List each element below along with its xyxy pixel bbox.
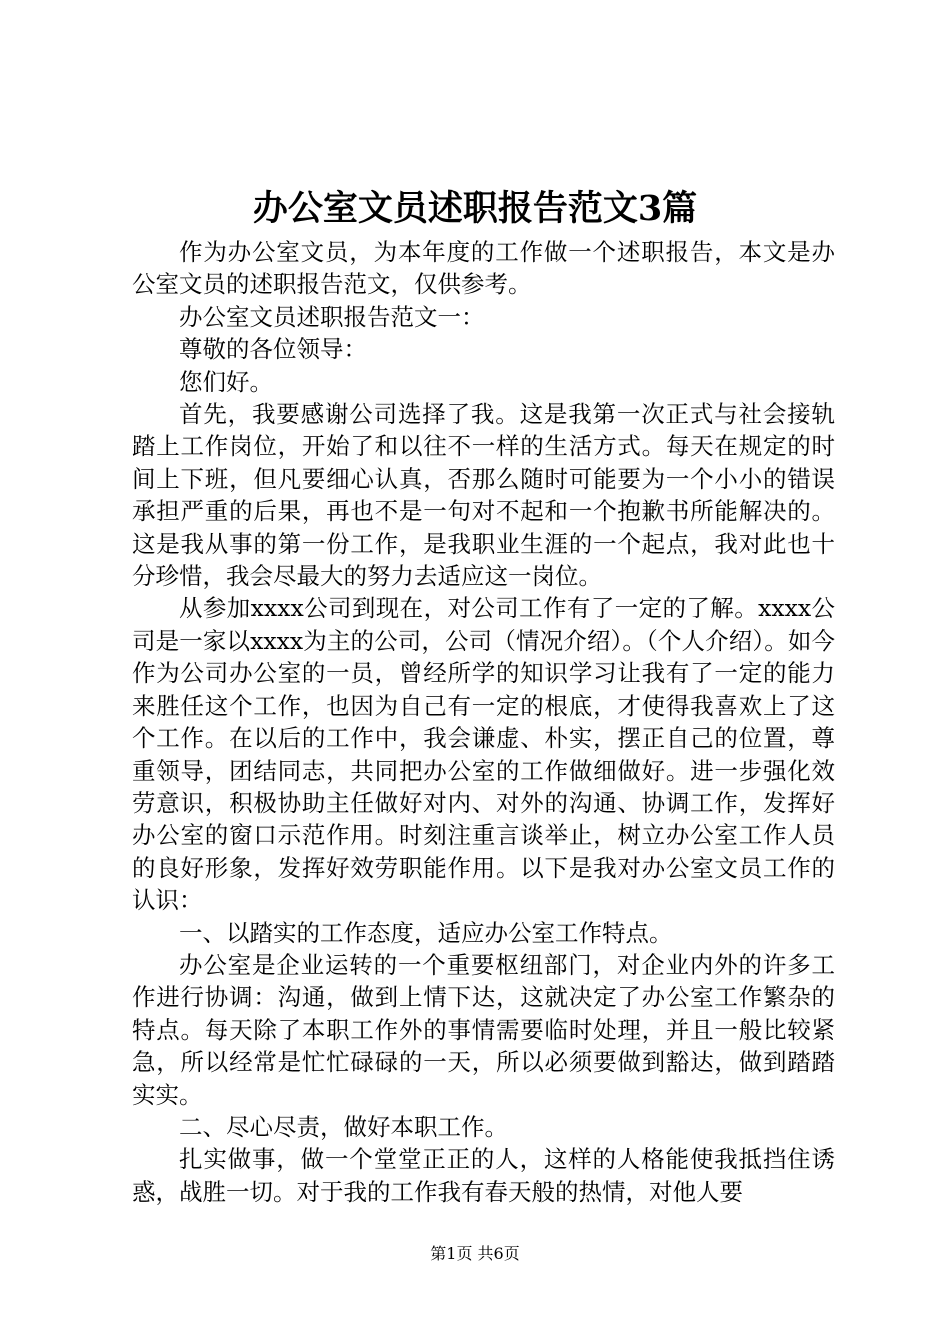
- paragraph: 办公室是企业运转的一个重要枢纽部门，对企业内外的许多工作进行协调：沟通，做到上情下达，这就决定了办公室工作繁杂的特点。每天除了本职工作外的事情需要临时处理，并且一般比较紧急，所以经常是忙忙碌碌的一天，所以必须要做到豁达，做到踏踏实实。: [132, 950, 835, 1109]
- document-title: 办公室文员述职报告范文3篇: [252, 188, 698, 229]
- document-body: [132, 236, 835, 1208]
- paragraph: 从参加xxxx公司到现在，对公司工作有了一定的了解。xxxx公司是一家以xxxx为主的公司，公司（情况介绍）。（个人介绍）。如今作为公司办公室的一员，曾经所学的知识学习让我有了一定的能力来胜任这个工作，也因为自己有一定的根底，才使得我喜欢上了这个工作。在以后的工作中，我会谦虚、朴实，摆正自己的位置，尊重领导，团结同志，共同把办公室的工作做细做好。进一步强化效劳意识，积极协助主任做好对内、对外的沟通、协调工作，发挥好办公室的窗口示范作用。时刻注重言谈举止，树立办公室工作人员的良好形象，发挥好效劳职能作用。以下是我对办公室文员工作的认识：: [132, 594, 835, 915]
- paragraph: 办公室文员述职报告范文一：: [179, 302, 485, 331]
- paragraph: 您们好。: [179, 367, 273, 396]
- paragraph: 作为办公室文员，为本年度的工作做一个述职报告，本文是办公室文员的述职报告范文，仅供参考。: [132, 238, 835, 299]
- paragraph: 扎实做事，做一个堂堂正正的人，这样的人格能使我抵挡住诱惑，战胜一切。对于我的工作我有春天般的热情，对他人要: [132, 1145, 835, 1206]
- paragraph: 尊敬的各位领导：: [179, 335, 367, 364]
- paragraph: 首先，我要感谢公司选择了我。这是我第一次正式与社会接轨踏上工作岗位，开始了和以往不一样的生活方式。每天在规定的时间上下班，但凡要细心认真，否那么随时可能要为一个小小的错误承担严重的后果，再也不是一句对不起和一个抱歉书所能解决的。这是我从事的第一份工作，是我职业生涯的一个起点，我对此也十分珍惜，我会尽最大的努力去适应这一岗位。: [132, 400, 835, 591]
- paragraph: 二、尽心尽责，做好本职工作。: [179, 1112, 508, 1141]
- paragraph: 一、以踏实的工作态度，适应办公室工作特点。: [179, 918, 673, 947]
- page-number-footer: 第1页 共6页: [430, 1244, 520, 1263]
